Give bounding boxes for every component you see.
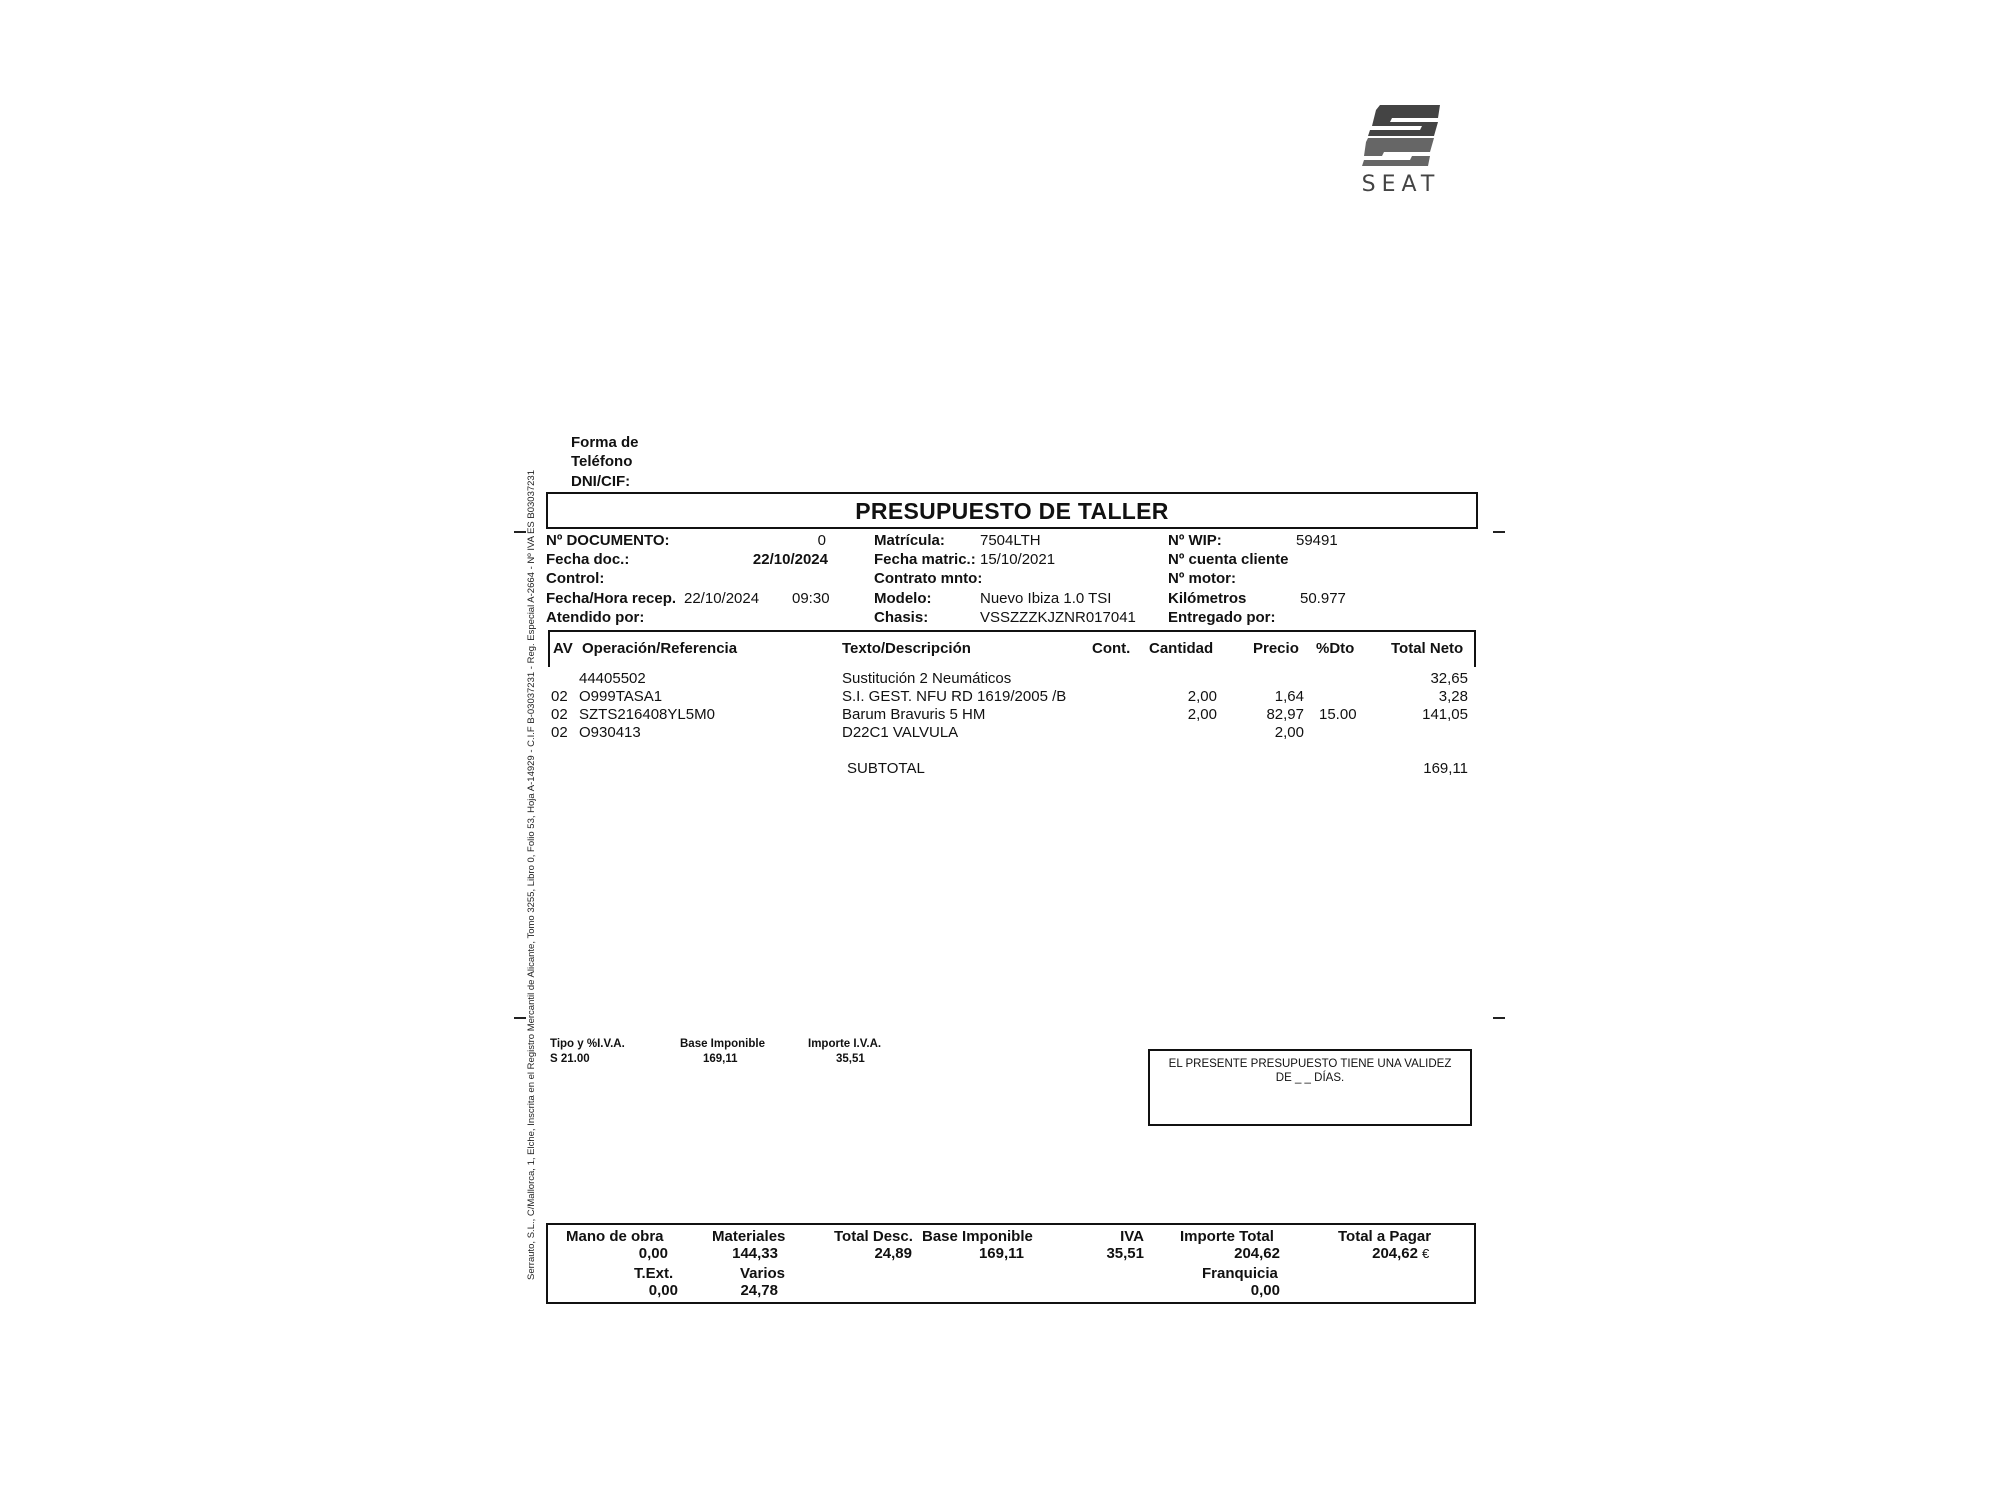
validity-line-2: DE _ _ DÍAS. — [1275, 1072, 1345, 1084]
row-precio: 82,97 — [1266, 706, 1304, 723]
mano-obra-value: 0,00 — [638, 1245, 668, 1262]
wip-value: 59491 — [1296, 532, 1338, 549]
motor-label: Nº motor: — [1168, 570, 1236, 587]
matricula-value: 7504LTH — [980, 532, 1041, 549]
margin-mark — [514, 1017, 526, 1019]
row-cantidad: 2,00 — [1187, 706, 1217, 723]
validity-line-1: EL PRESENTE PRESUPUESTO TIENE UNA VALIDEZ — [1168, 1058, 1452, 1070]
iva-base-value: 169,11 — [703, 1053, 738, 1065]
chasis-value: VSSZZZKJZNR017041 — [980, 609, 1136, 626]
row-total: 3,28 — [1438, 688, 1468, 705]
row-ref: SZTS216408YL5M0 — [579, 706, 715, 723]
margin-mark — [1493, 531, 1505, 533]
row-av: 02 — [551, 706, 568, 723]
th-operacion: Operación/Referencia — [582, 640, 738, 657]
row-av: 02 — [551, 688, 568, 705]
row-av: 02 — [551, 724, 568, 741]
iva-total-label: IVA — [1120, 1228, 1144, 1245]
varios-label: Varios — [740, 1265, 786, 1282]
km-label: Kilómetros — [1168, 590, 1247, 607]
seat-wordmark: SEAT — [1361, 172, 1441, 197]
importe-total-label: Importe Total — [1180, 1228, 1274, 1245]
km-value: 50.977 — [1300, 590, 1346, 607]
franquicia-label: Franquicia — [1202, 1265, 1278, 1282]
recepcion-date: 22/10/2024 — [684, 590, 760, 607]
total-desc-value: 24,89 — [874, 1245, 912, 1262]
matricula-label: Matrícula: — [874, 532, 945, 549]
fecha-matric-value: 15/10/2021 — [980, 551, 1056, 568]
recepcion-label: Fecha/Hora recep. — [546, 590, 677, 607]
th-total: Total Neto — [1391, 640, 1464, 657]
subtotal-label: SUBTOTAL — [847, 760, 925, 777]
th-precio: Precio — [1253, 640, 1299, 657]
varios-value: 24,78 — [740, 1282, 778, 1299]
materiales-value: 144,33 — [732, 1245, 778, 1262]
control-label: Control: — [546, 570, 605, 587]
documento-label: Nº DOCUMENTO: — [546, 532, 670, 549]
contrato-label: Contrato mnto: — [874, 570, 983, 587]
company-legal-text: Serrauto, S.L., C/Mallorca, 1, Elche, Inscrita en el Registro Mercantil de Alicante, Tomo 3255, Libro 0, Folio 53, Hoja A-14929 - C.I.F B-03037231 - Reg. Especial A-2664 - Nº IVA ES B03037231 — [526, 470, 537, 1280]
th-cont: Cont. — [1092, 640, 1131, 657]
th-dto: %Dto — [1316, 640, 1355, 657]
row-precio: 2,00 — [1274, 724, 1304, 741]
wip-label: Nº WIP: — [1168, 532, 1222, 549]
row-ref: O930413 — [579, 724, 641, 741]
totals-box — [546, 1223, 1476, 1304]
materiales-label: Materiales — [712, 1228, 786, 1245]
base-imponible-label: Base Imponible — [922, 1228, 1033, 1245]
iva-tipo-value: S 21.00 — [550, 1053, 590, 1065]
importe-total-value: 204,62 — [1234, 1245, 1280, 1262]
telefono-label: Teléfono — [571, 453, 633, 470]
row-desc: Barum Bravuris 5 HM — [842, 706, 986, 723]
row-precio: 1,64 — [1274, 688, 1304, 705]
documento-value: 0 — [817, 532, 826, 549]
row-desc: S.I. GEST. NFU RD 1619/2005 /B — [842, 688, 1067, 705]
row-desc: D22C1 VALVULA — [842, 724, 959, 741]
margin-mark — [1493, 1017, 1505, 1019]
subtotal-value: 169,11 — [1423, 760, 1468, 777]
row-dto: 15.00 — [1319, 706, 1357, 723]
margin-mark — [514, 531, 526, 533]
th-cantidad: Cantidad — [1149, 640, 1214, 657]
recepcion-time: 09:30 — [792, 590, 830, 607]
forma-label: Forma de — [571, 434, 639, 451]
modelo-value: Nuevo Ibiza 1.0 TSI — [980, 590, 1112, 607]
iva-total-value: 35,51 — [1106, 1245, 1144, 1262]
modelo-label: Modelo: — [874, 590, 932, 607]
row-total: 141,05 — [1422, 706, 1468, 723]
total-desc-label: Total Desc. — [834, 1228, 913, 1245]
currency-symbol: € — [1422, 1246, 1430, 1261]
franquicia-value: 0,00 — [1250, 1282, 1280, 1299]
row-ref: O999TASA1 — [579, 688, 663, 705]
atendido-label: Atendido por: — [546, 609, 645, 626]
text-label: T.Ext. — [634, 1265, 674, 1282]
entregado-label: Entregado por: — [1168, 609, 1276, 626]
page-title: PRESUPUESTO DE TALLER — [855, 498, 1169, 524]
base-imponible-value: 169,11 — [978, 1245, 1024, 1262]
seat-s-icon — [1350, 100, 1450, 170]
dni-label: DNI/CIF: — [571, 473, 631, 490]
row-total: 32,65 — [1430, 670, 1468, 687]
fecha-matric-label: Fecha matric.: — [874, 551, 976, 568]
fecha-doc-value: 22/10/2024 — [752, 551, 828, 568]
iva-tipo-label: Tipo y %I.V.A. — [550, 1038, 625, 1050]
total-pagar-label: Total a Pagar — [1338, 1228, 1432, 1245]
row-desc: Sustitución 2 Neumáticos — [842, 670, 1012, 687]
iva-importe-value: 35,51 — [836, 1053, 865, 1065]
chasis-label: Chasis: — [874, 609, 929, 626]
row-ref: 44405502 — [579, 670, 646, 687]
mano-obra-label: Mano de obra — [566, 1228, 664, 1245]
th-av: AV — [553, 640, 573, 657]
seat-logo — [1350, 100, 1450, 200]
cuenta-label: Nº cuenta cliente — [1168, 551, 1289, 568]
title-box — [546, 492, 1478, 529]
iva-importe-label: Importe I.V.A. — [808, 1038, 882, 1050]
validity-box — [1148, 1049, 1472, 1126]
fecha-doc-label: Fecha doc.: — [546, 551, 630, 568]
iva-base-label: Base Imponible — [680, 1038, 765, 1050]
row-cantidad: 2,00 — [1187, 688, 1217, 705]
th-texto: Texto/Descripción — [842, 640, 971, 657]
total-pagar-value: 204,62 — [1372, 1245, 1418, 1262]
text-value: 0,00 — [648, 1282, 678, 1299]
